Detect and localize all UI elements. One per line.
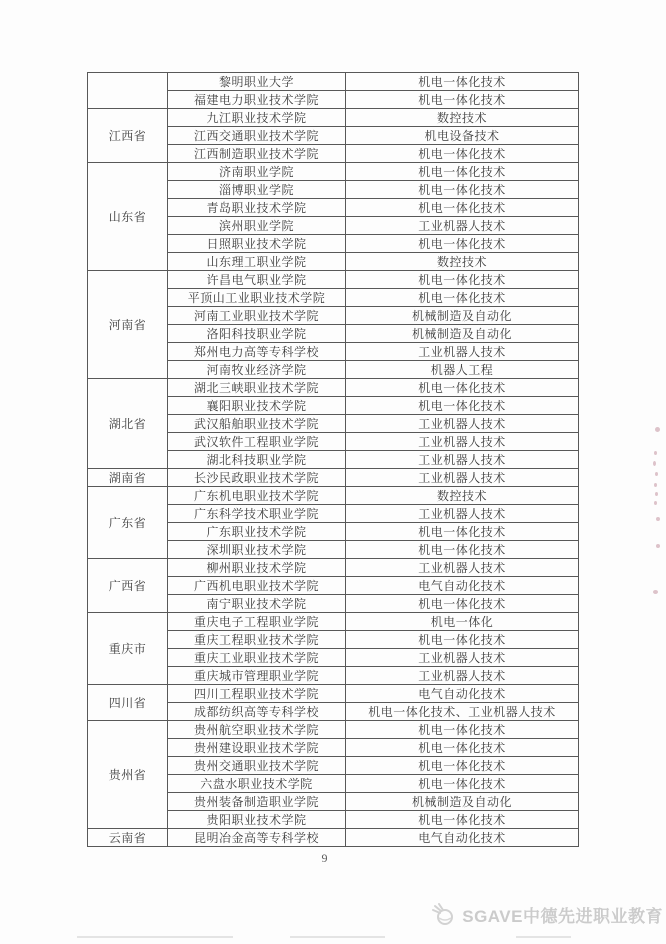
major-cell: 工业机器人技术 [346, 649, 579, 667]
major-cell: 机电一体化技术 [346, 91, 579, 109]
major-cell: 机电一体化 [346, 613, 579, 631]
province-cell: 广西省 [88, 559, 168, 613]
school-cell: 日照职业技术学院 [168, 235, 346, 253]
school-cell: 河南工业职业技术学院 [168, 307, 346, 325]
major-cell: 工业机器人技术 [346, 451, 579, 469]
major-cell: 数控技术 [346, 253, 579, 271]
school-cell: 成都纺织高等专科学校 [168, 703, 346, 721]
school-cell: 贵州装备制造职业学院 [168, 793, 346, 811]
major-cell: 机电一体化技术 [346, 523, 579, 541]
major-cell: 机电一体化技术 [346, 721, 579, 739]
major-cell: 工业机器人技术 [346, 667, 579, 685]
major-cell: 机电一体化技术 [346, 811, 579, 829]
major-cell: 工业机器人技术 [346, 415, 579, 433]
table-row [88, 163, 579, 181]
province-cell: 湖南省 [88, 469, 168, 487]
school-cell: 河南牧业经济学院 [168, 361, 346, 379]
school-cell: 山东理工职业学院 [168, 253, 346, 271]
table-row [88, 559, 579, 577]
table-body [88, 73, 579, 847]
province-cell: 山东省 [88, 163, 168, 271]
scan-artifact [655, 492, 658, 496]
major-cell: 工业机器人技术 [346, 343, 579, 361]
school-cell: 滨州职业学院 [168, 217, 346, 235]
scan-edge-line [516, 936, 571, 938]
major-cell: 机电一体化技术 [346, 595, 579, 613]
school-cell: 福建电力职业技术学院 [168, 91, 346, 109]
school-cell: 青岛职业技术学院 [168, 199, 346, 217]
major-cell: 机电一体化技术 [346, 235, 579, 253]
scan-edge-line [290, 936, 385, 938]
major-cell: 数控技术 [346, 487, 579, 505]
school-cell: 许昌电气职业学院 [168, 271, 346, 289]
school-cell: 重庆电子工程职业学院 [168, 613, 346, 631]
school-cell: 湖北三峡职业技术学院 [168, 379, 346, 397]
major-cell: 电气自动化技术 [346, 577, 579, 595]
major-cell: 工业机器人技术 [346, 559, 579, 577]
province-cell: 重庆市 [88, 613, 168, 685]
major-cell: 工业机器人技术 [346, 217, 579, 235]
major-cell: 机械制造及自动化 [346, 325, 579, 343]
major-cell: 机电一体化技术 [346, 145, 579, 163]
school-cell: 洛阳科技职业学院 [168, 325, 346, 343]
major-cell: 工业机器人技术 [346, 505, 579, 523]
school-cell: 四川工程职业技术学院 [168, 685, 346, 703]
major-cell: 机电一体化技术 [346, 73, 579, 91]
scan-artifact [654, 483, 657, 487]
school-cell: 郑州电力高等专科学校 [168, 343, 346, 361]
school-cell: 广东职业技术学院 [168, 523, 346, 541]
school-cell: 贵州交通职业技术学院 [168, 757, 346, 775]
school-cell: 深圳职业技术学院 [168, 541, 346, 559]
province-cell: 云南省 [88, 829, 168, 847]
major-cell: 机电一体化技术 [346, 271, 579, 289]
page-number: 9 [321, 851, 328, 865]
school-cell: 广东机电职业技术学院 [168, 487, 346, 505]
major-cell: 机器人工程 [346, 361, 579, 379]
province-cell: 湖北省 [88, 379, 168, 469]
scan-artifact [654, 451, 657, 455]
major-cell: 电气自动化技术 [346, 829, 579, 847]
school-cell: 武汉软件工程职业学院 [168, 433, 346, 451]
school-cell: 昆明冶金高等专科学校 [168, 829, 346, 847]
school-cell: 南宁职业技术学院 [168, 595, 346, 613]
major-cell: 机电一体化技术 [346, 163, 579, 181]
school-cell: 湖北科技职业学院 [168, 451, 346, 469]
major-cell: 电气自动化技术 [346, 685, 579, 703]
scan-artifact [656, 517, 660, 521]
footer-brand-text: SGAVE中德先进职业教育 [462, 907, 663, 926]
major-cell: 机电一体化技术 [346, 379, 579, 397]
school-cell: 重庆工业职业技术学院 [168, 649, 346, 667]
major-cell: 机电一体化技术 [346, 199, 579, 217]
table-row [88, 829, 579, 847]
major-cell: 工业机器人技术 [346, 469, 579, 487]
table-row [88, 487, 579, 505]
province-cell: 四川省 [88, 685, 168, 721]
province-cell: 广东省 [88, 487, 168, 559]
school-cell: 重庆城市管理职业学院 [168, 667, 346, 685]
major-cell: 机电一体化技术 [346, 289, 579, 307]
province-cell [88, 73, 168, 109]
school-cell: 江西交通职业技术学院 [168, 127, 346, 145]
major-cell: 机电一体化技术 [346, 757, 579, 775]
sgave-logo-icon [430, 901, 457, 928]
major-cell: 机电一体化技术 [346, 397, 579, 415]
school-cell: 淄博职业学院 [168, 181, 346, 199]
table-row [88, 109, 579, 127]
scan-artifact [656, 544, 660, 548]
scan-artifact [655, 472, 658, 476]
scan-artifact [653, 461, 656, 466]
table-row [88, 613, 579, 631]
table-row [88, 721, 579, 739]
school-cell: 广西机电职业技术学院 [168, 577, 346, 595]
major-cell: 机械制造及自动化 [346, 307, 579, 325]
school-cell: 六盘水职业技术学院 [168, 775, 346, 793]
major-cell: 机电设备技术 [346, 127, 579, 145]
table-row [88, 685, 579, 703]
scan-artifact [653, 590, 658, 594]
major-cell: 机电一体化技术 [346, 181, 579, 199]
school-cell: 黎明职业大学 [168, 73, 346, 91]
major-cell: 机电一体化技术 [346, 631, 579, 649]
footer-watermark [430, 901, 663, 928]
school-cell: 广东科学技术职业学院 [168, 505, 346, 523]
major-cell: 机械制造及自动化 [346, 793, 579, 811]
school-cell: 贵州建设职业技术学院 [168, 739, 346, 757]
major-cell: 数控技术 [346, 109, 579, 127]
school-cell: 济南职业学院 [168, 163, 346, 181]
table-row [88, 469, 579, 487]
school-cell: 重庆工程职业技术学院 [168, 631, 346, 649]
school-cell: 柳州职业技术学院 [168, 559, 346, 577]
school-cell: 平顶山工业职业技术学院 [168, 289, 346, 307]
table-row [88, 271, 579, 289]
major-cell: 机电一体化技术 [346, 775, 579, 793]
school-cell: 贵州航空职业技术学院 [168, 721, 346, 739]
school-cell: 贵阳职业技术学院 [168, 811, 346, 829]
province-cell: 贵州省 [88, 721, 168, 829]
major-cell: 机电一体化技术 [346, 541, 579, 559]
major-cell: 机电一体化技术 [346, 739, 579, 757]
school-cell: 九江职业技术学院 [168, 109, 346, 127]
school-cell: 长沙民政职业技术学院 [168, 469, 346, 487]
major-cell: 工业机器人技术 [346, 433, 579, 451]
table-row [88, 379, 579, 397]
province-cell: 江西省 [88, 109, 168, 163]
major-cell: 机电一体化技术、工业机器人技术 [346, 703, 579, 721]
school-cell: 武汉船舶职业技术学院 [168, 415, 346, 433]
scan-edge-line [77, 936, 233, 938]
school-major-table [87, 72, 579, 847]
scan-artifact [654, 501, 657, 505]
table-row [88, 73, 579, 91]
school-cell: 江西制造职业技术学院 [168, 145, 346, 163]
province-cell: 河南省 [88, 271, 168, 379]
school-cell: 襄阳职业技术学院 [168, 397, 346, 415]
scan-artifact [655, 427, 660, 432]
